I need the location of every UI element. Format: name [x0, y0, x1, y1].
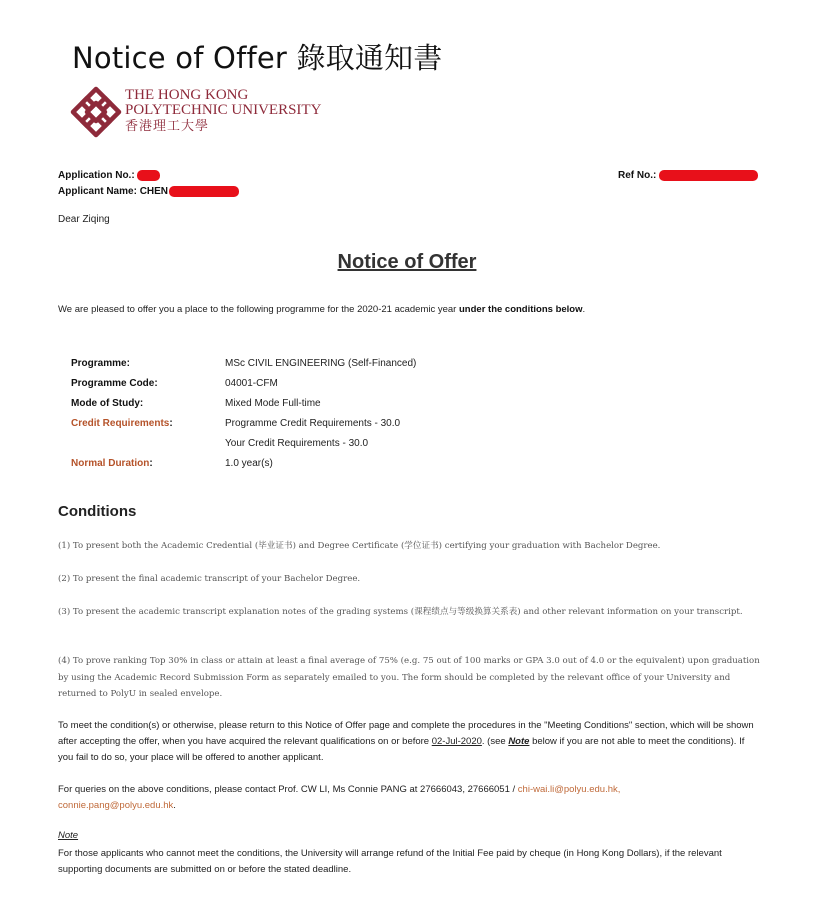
queries-paragraph [58, 782, 762, 814]
email-link-chi-wai-li[interactable]: chi-wai.li@polyu.edu.hk, [517, 784, 621, 795]
programme-label: Programme: [71, 358, 130, 369]
programme-credit-value: Programme Credit Requirements - 30.0 [225, 418, 401, 429]
university-name-chinese: 香港理工大學 [125, 119, 210, 134]
applicant-name [58, 186, 239, 197]
condition-item-4: (4) To prove ranking Top 30% in class or attain at least a final average of 75% (e.g. 75 out of 100 marks or GPA 3.0 out of 4.0 or the equivalent) upon graduation by using the Academic Record Submission Form as separately emailed to you. The form should be completed by the relevant office of your University and returned to PolyU in sealed envelope. [58, 656, 760, 699]
note-reference-link[interactable]: Note [508, 736, 530, 747]
redacted-applicant-name [169, 186, 239, 197]
condition-item-3: (3) To present the academic transcript explanation notes of the grading systems (课程绩点与等级换算关系表) and other relevant information on your transcript. [58, 607, 743, 617]
normal-duration-label-text: Normal Duration [71, 458, 150, 469]
intro-bold: under the conditions below [459, 304, 583, 315]
normal-duration-colon: : [149, 458, 153, 469]
normal-duration-value: 1.0 year(s) [225, 458, 273, 469]
credit-requirements-colon: : [169, 418, 173, 429]
offer-heading: Notice of Offer [337, 251, 477, 273]
programme-code-value: 04001-CFM [225, 378, 278, 389]
applicant-name-value: CHEN [139, 186, 169, 198]
note-paragraph: For those applicants who cannot meet the conditions, the University will arrange refund of the Initial Fee paid by cheque (in Hong Kong Dollars), if the relevant supporting documents are submitted on or before the stated deadline. [58, 848, 722, 875]
meeting-conditions-paragraph [58, 718, 762, 766]
greeting: Dear Ziqing [58, 214, 110, 225]
meeting-text-2: . (see [481, 736, 509, 747]
condition-item-1: (1) To present both the Academic Credential (毕业证书) and Degree Certificate (学位证书) certifying your graduation with Bachelor Degree. [58, 541, 661, 551]
ref-no [618, 170, 758, 181]
mode-of-study-value: Mixed Mode Full-time [225, 398, 321, 409]
programme-code-label: Programme Code: [71, 378, 158, 389]
queries-end: . [173, 800, 176, 811]
deadline-date: 02-Jul-2020 [431, 736, 482, 747]
meeting-text-3: below if you are not able to meet the conditions). If you fail to do so, your place will be offered to another applicant. [58, 736, 745, 763]
programme-value: MSc CIVIL ENGINEERING (Self-Financed) [225, 358, 417, 369]
university-name-line1: THE HONG KONG [125, 87, 249, 103]
ref-no-label: Ref No.: [618, 170, 657, 182]
queries-text: For queries on the above conditions, please contact Prof. CW LI, Ms Connie PANG at 27666043, 27666051 / [58, 784, 518, 795]
application-no-label: Application No.: [58, 170, 135, 182]
intro-end: . [582, 304, 586, 315]
your-credit-value: Your Credit Requirements - 30.0 [225, 438, 369, 449]
intro-paragraph [58, 304, 585, 315]
condition-item-2: (2) To present the final academic transcript of your Bachelor Degree. [58, 574, 361, 584]
redacted-application-no [137, 170, 160, 181]
mode-of-study-label: Mode of Study: [71, 398, 144, 409]
applicant-name-label: Applicant Name: [58, 186, 137, 198]
meeting-text-1: To meet the condition(s) or otherwise, please return to this Notice of Offer page and complete the procedures in the "Meeting Conditions" section, which will be shown after accepting the offer, when you have acquired the relevant qualifications on or before [58, 720, 754, 747]
application-no [58, 170, 160, 181]
polyu-emblem-icon [70, 86, 122, 138]
redacted-ref-no [659, 170, 758, 181]
university-name-line2: POLYTECHNIC UNIVERSITY [125, 102, 322, 118]
credit-requirements-label-text: Credit Requirements [71, 418, 170, 429]
email-link-connie-pang[interactable]: connie.pang@polyu.edu.hk [58, 800, 174, 811]
document-title: Notice of Offer 錄取通知書 [72, 41, 443, 75]
note-label: Note [58, 830, 79, 841]
conditions-heading: Conditions [58, 503, 137, 520]
university-name [125, 88, 355, 134]
intro-text: We are pleased to offer you a place to the following programme for the 2020-21 academic year [58, 304, 459, 315]
normal-duration-label [71, 458, 153, 469]
credit-requirements-label [71, 418, 173, 429]
